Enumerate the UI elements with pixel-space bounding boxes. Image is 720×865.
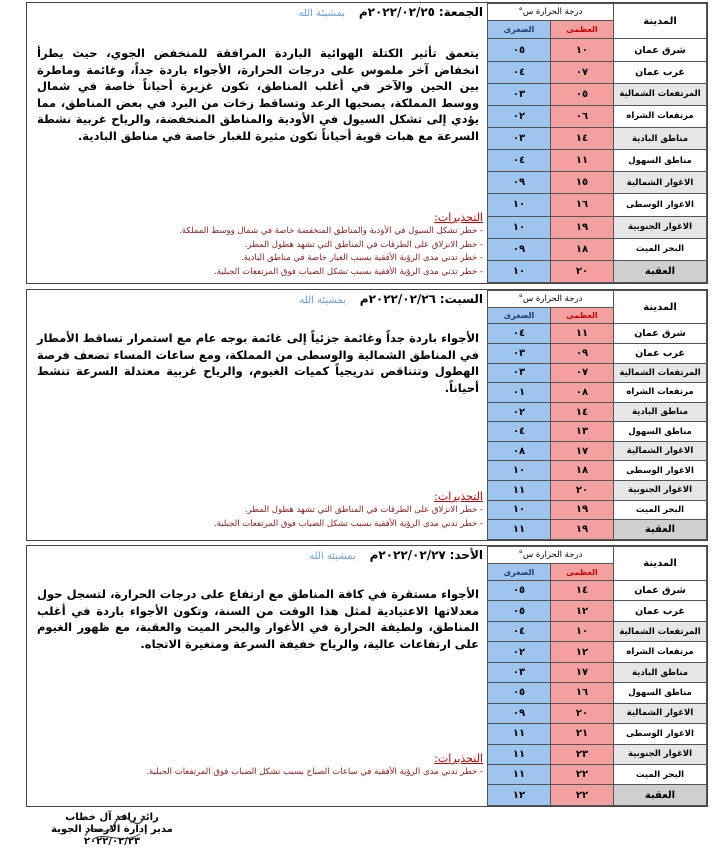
min-temp: ١٠ [488,260,551,282]
min-temp: ٠٤ [488,61,551,83]
max-temp: ١٢ [551,642,614,662]
min-temp: ٠٣ [488,363,551,383]
min-temp: ١٠ [488,461,551,481]
min-temp: ٠٤ [488,150,551,172]
table-row [488,785,707,806]
city-name: البحر الميت [614,500,707,520]
city-name: مرتفعات الشراه [614,383,707,403]
day-name: الأحد: [449,548,483,562]
forecast-text: الأجواء مستقرة في كافة المناطق مع ارتفاع على درجات الحرارة، لتسجل حول معدلاتها الاعتيادية لمثل هذا الوقت من السنة، وتكون الأجواء باردة في أغلب المناطق، ولطيفة الحرارة في الأغوار والبحر الميت والعقبة، مع ظهور الغيوم على ارتفاعات عالية، والرياح خفيفة السرعة ومتغيرة الاتجاه. [37,587,479,651]
min-header: الصغرى [488,308,551,324]
city-name: مناطق البادية [614,662,707,682]
city-column-header: المدينة [614,4,707,39]
min-temp: ١١ [488,520,551,540]
city-name: الاغوار الشمالية [614,441,707,461]
max-temp: ١٦ [551,683,614,703]
table-row [488,601,707,621]
table-row [488,150,707,172]
warning-item: - خطر تدني مدى الرؤية الأفقية بسبب الغبار خاصة في مناطق البادية. [240,253,483,263]
max-temp: ١٩ [551,520,614,540]
warning-item: - خطر الانزلاق على الطرقات في المناطق التي تشهد هطول المطر. [244,239,483,250]
city-name: مناطق السهول [614,422,707,442]
city-name: الاغوار الجنوبية [614,744,707,764]
city-name: شرق عمان [614,39,707,61]
min-temp: ٠٣ [488,343,551,363]
min-temp: ١٠ [488,500,551,520]
max-temp: ١٤ [551,128,614,150]
max-temp: ٢٢ [551,764,614,784]
forecast-panel [27,546,489,806]
max-temp: ١٩ [551,500,614,520]
table-row [488,683,707,703]
city-name: مناطق السهول [614,150,707,172]
city-name: الاغوار الشمالية [614,172,707,194]
max-header: العظمى [551,21,614,39]
table-row [488,39,707,61]
temperature-table [487,546,707,806]
table-row [488,461,707,481]
max-temp: ٢٣ [551,744,614,764]
city-name: المرتفعات الشمالية [614,621,707,641]
max-temp: ١٠ [551,621,614,641]
warnings-list [33,766,483,780]
max-temp: ١٢ [551,601,614,621]
temperature-header: درجة الحرارة س° [488,291,614,308]
signature-block [42,812,182,848]
city-name: العقبة [614,260,707,282]
table-row [488,621,707,641]
max-header: العظمى [551,308,614,324]
min-temp: ٠٣ [488,662,551,682]
max-temp: ١١ [551,324,614,344]
min-temp: ٠٤ [488,324,551,344]
table-row [488,216,707,238]
forecast-panel [27,290,489,540]
max-temp: ١٠ [551,39,614,61]
city-name: العقبة [614,520,707,540]
city-name: الاغوار الجنوبية [614,481,707,501]
city-name: الاغوار الوسطى [614,194,707,216]
min-temp: ٠٥ [488,601,551,621]
min-header: الصغرى [488,21,551,39]
day-header [27,290,489,306]
table-row [488,441,707,461]
warning-item: - خطر تدني مدى الرؤية الأفقية بسبب تشكل الضباب فوق المرتفعات الجبلية. [213,266,483,277]
table-row [488,363,707,383]
signatory-name: رائد رافد آل خطاب [65,812,159,823]
temperature-table [487,290,707,540]
max-temp: ١٩ [551,216,614,238]
day-header [27,546,489,562]
table-row [488,172,707,194]
city-name: مناطق السهول [614,683,707,703]
table-row [488,764,707,784]
warning-item: - خطر الانزلاق على الطرقات في المناطق التي تشهد هطول المطر. [244,505,483,515]
table-row [488,402,707,422]
warning-item: - خطر تدني مدى الرؤية الأفقية بسبب تشكل الضباب فوق المرتفعات الجبلية. [213,518,483,529]
table-row [488,744,707,764]
city-name: غرب عمان [614,61,707,83]
min-temp: ١١ [488,764,551,784]
min-temp: ٠٢ [488,402,551,422]
min-temp: ٠٤ [488,621,551,641]
city-name: غرب عمان [614,343,707,363]
city-name: البحر الميت [614,238,707,260]
table-row [488,105,707,127]
warnings-list [33,504,483,531]
table-row [488,724,707,744]
city-name: المرتفعات الشمالية [614,83,707,105]
table-row [488,642,707,662]
min-temp: ٠٥ [488,39,551,61]
blessing-text: بمشيئة الله [309,551,356,562]
min-temp: ٠٤ [488,422,551,442]
city-name: الاغوار الوسطى [614,461,707,481]
blessing-text: بمشيئة الله [298,8,346,19]
table-row [488,520,707,540]
max-temp: ٠٥ [551,83,614,105]
max-temp: ٢٠ [551,481,614,501]
min-temp: ٠٩ [488,703,551,723]
table-row [488,343,707,363]
warnings-title: التحذيرات: [434,211,483,224]
forecast-date: ٢٠٢٢/٠٢/٢٧م [369,548,446,562]
city-name: العقبة [614,785,707,806]
warning-item: - خطر تشكل السيول في الأودية والمناطق المنخفضة خاصة في شمال ووسط المملكة. [179,226,483,236]
max-temp: ١٥ [551,172,614,194]
min-temp: ٠٨ [488,441,551,461]
max-temp: ١٨ [551,461,614,481]
warnings-list [33,225,483,279]
city-name: الاغوار الشمالية [614,703,707,723]
forecast-day-sunday [26,545,708,807]
city-name: شرق عمان [614,324,707,344]
max-temp: ٢٠ [551,703,614,723]
day-name: السبت: [439,292,483,306]
forecast-text: يتعمق تأثير الكتلة الهوائية الباردة المرافقة للمنخفض الجوي، حيث يطرأ انخفاض آخر ملموس على درجات الحرارة، الأجواء باردة جداً، وغائمة وماطرة بين الحين والآخر في أغلب المناطق، تكون غزيرة أحياناً خاصة في شمال ووسط المملكة، يصحبها الرعد وتساقط زخات من البرد في بعض المناطق، مما يؤدي إلى تشكل السيول في الأودية والمناطق المنخفضة، والرياح غربية نشطة السرعة مع هبات قوية أحياناً تكون مثيرة للغبار خاصة في مناطق البادية. [37,46,479,143]
city-name: غرب عمان [614,601,707,621]
min-temp: ٠٥ [488,581,551,601]
table-row [488,128,707,150]
city-name: مناطق البادية [614,128,707,150]
city-column-header: المدينة [614,291,707,324]
max-temp: ١٧ [551,662,614,682]
min-temp: ٠١ [488,383,551,403]
temperature-header: درجة الحرارة س° [488,547,614,564]
city-name: مرتفعات الشراه [614,642,707,662]
table-row [488,662,707,682]
day-header [27,3,489,19]
min-temp: ٠٣ [488,83,551,105]
city-name: مرتفعات الشراه [614,105,707,127]
min-temp: ١١ [488,724,551,744]
max-temp: ١٣ [551,422,614,442]
temperature-table [487,3,707,283]
city-name: مناطق البادية [614,402,707,422]
max-temp: ٠٧ [551,61,614,83]
city-name: شرق عمان [614,581,707,601]
min-temp: ٠٢ [488,105,551,127]
blessing-text: بمشيئة الله [299,295,346,306]
signature-date: ٢٠٢٢/٠٢/٢٣ [83,836,141,847]
city-name: المرتفعات الشمالية [614,363,707,383]
max-temp: ١٨ [551,238,614,260]
forecast-date: ٢٠٢٢/٠٢/٢٥م [358,5,435,19]
max-temp: ١٦ [551,194,614,216]
warnings-title: التحذيرات: [434,752,483,765]
table-row [488,194,707,216]
max-header: العظمى [551,564,614,581]
min-header: الصغرى [488,564,551,581]
max-temp: ٢٢ [551,785,614,806]
table-row [488,703,707,723]
table-row [488,500,707,520]
max-temp: ٠٧ [551,363,614,383]
max-temp: ١٧ [551,441,614,461]
min-temp: ١١ [488,481,551,501]
min-temp: ١١ [488,744,551,764]
forecast-text: الأجواء باردة جداً وغائمة جزئياً إلى غائمة بوجه عام مع استمرار تساقط الأمطار في المناطق الشمالية والوسطى من المملكة، ومع ساعات المساء تضعف فرصة الهطول وتتناقص تدريجياً كميات الغيوم، والرياح غربية معتدلة السرعة تنشط أحياناً. [37,331,479,395]
table-row [488,238,707,260]
table-row [488,581,707,601]
city-name: الاغوار الجنوبية [614,216,707,238]
max-temp: ٢٠ [551,260,614,282]
day-name: الجمعة: [438,5,483,19]
max-temp: ٢١ [551,724,614,744]
min-temp: ٠٣ [488,128,551,150]
table-row [488,383,707,403]
max-temp: ١١ [551,150,614,172]
warning-item: - خطر تدني مدى الرؤية الأفقية في ساعات الصباح بسبب تشكل الضباب فوق المرتفعات الجبلية. [146,767,483,777]
forecast-day-friday [26,2,708,284]
warnings-title: التحذيرات: [434,490,483,503]
city-name: البحر الميت [614,764,707,784]
min-temp: ٠٩ [488,172,551,194]
min-temp: ٠٥ [488,683,551,703]
table-row [488,324,707,344]
forecast-panel [27,3,489,283]
table-row [488,422,707,442]
min-temp: ١٠ [488,216,551,238]
min-temp: ٠٩ [488,238,551,260]
max-temp: ١٤ [551,402,614,422]
forecast-day-saturday [26,289,708,541]
max-temp: ١٤ [551,581,614,601]
temperature-header: درجة الحرارة س° [488,4,614,21]
table-row [488,61,707,83]
table-row [488,481,707,501]
max-temp: ٠٦ [551,105,614,127]
city-name: الاغوار الوسطى [614,724,707,744]
max-temp: ٠٩ [551,343,614,363]
forecast-date: ٢٠٢٢/٠٢/٢٦م [359,292,436,306]
min-temp: ٠٢ [488,642,551,662]
table-row [488,83,707,105]
signatory-title: مدير إدارة الارصاد الجوية [51,824,173,835]
min-temp: ١٠ [488,194,551,216]
max-temp: ٠٨ [551,383,614,403]
min-temp: ١٢ [488,785,551,806]
city-column-header: المدينة [614,547,707,581]
handwritten-signature [80,808,150,848]
table-row [488,260,707,282]
